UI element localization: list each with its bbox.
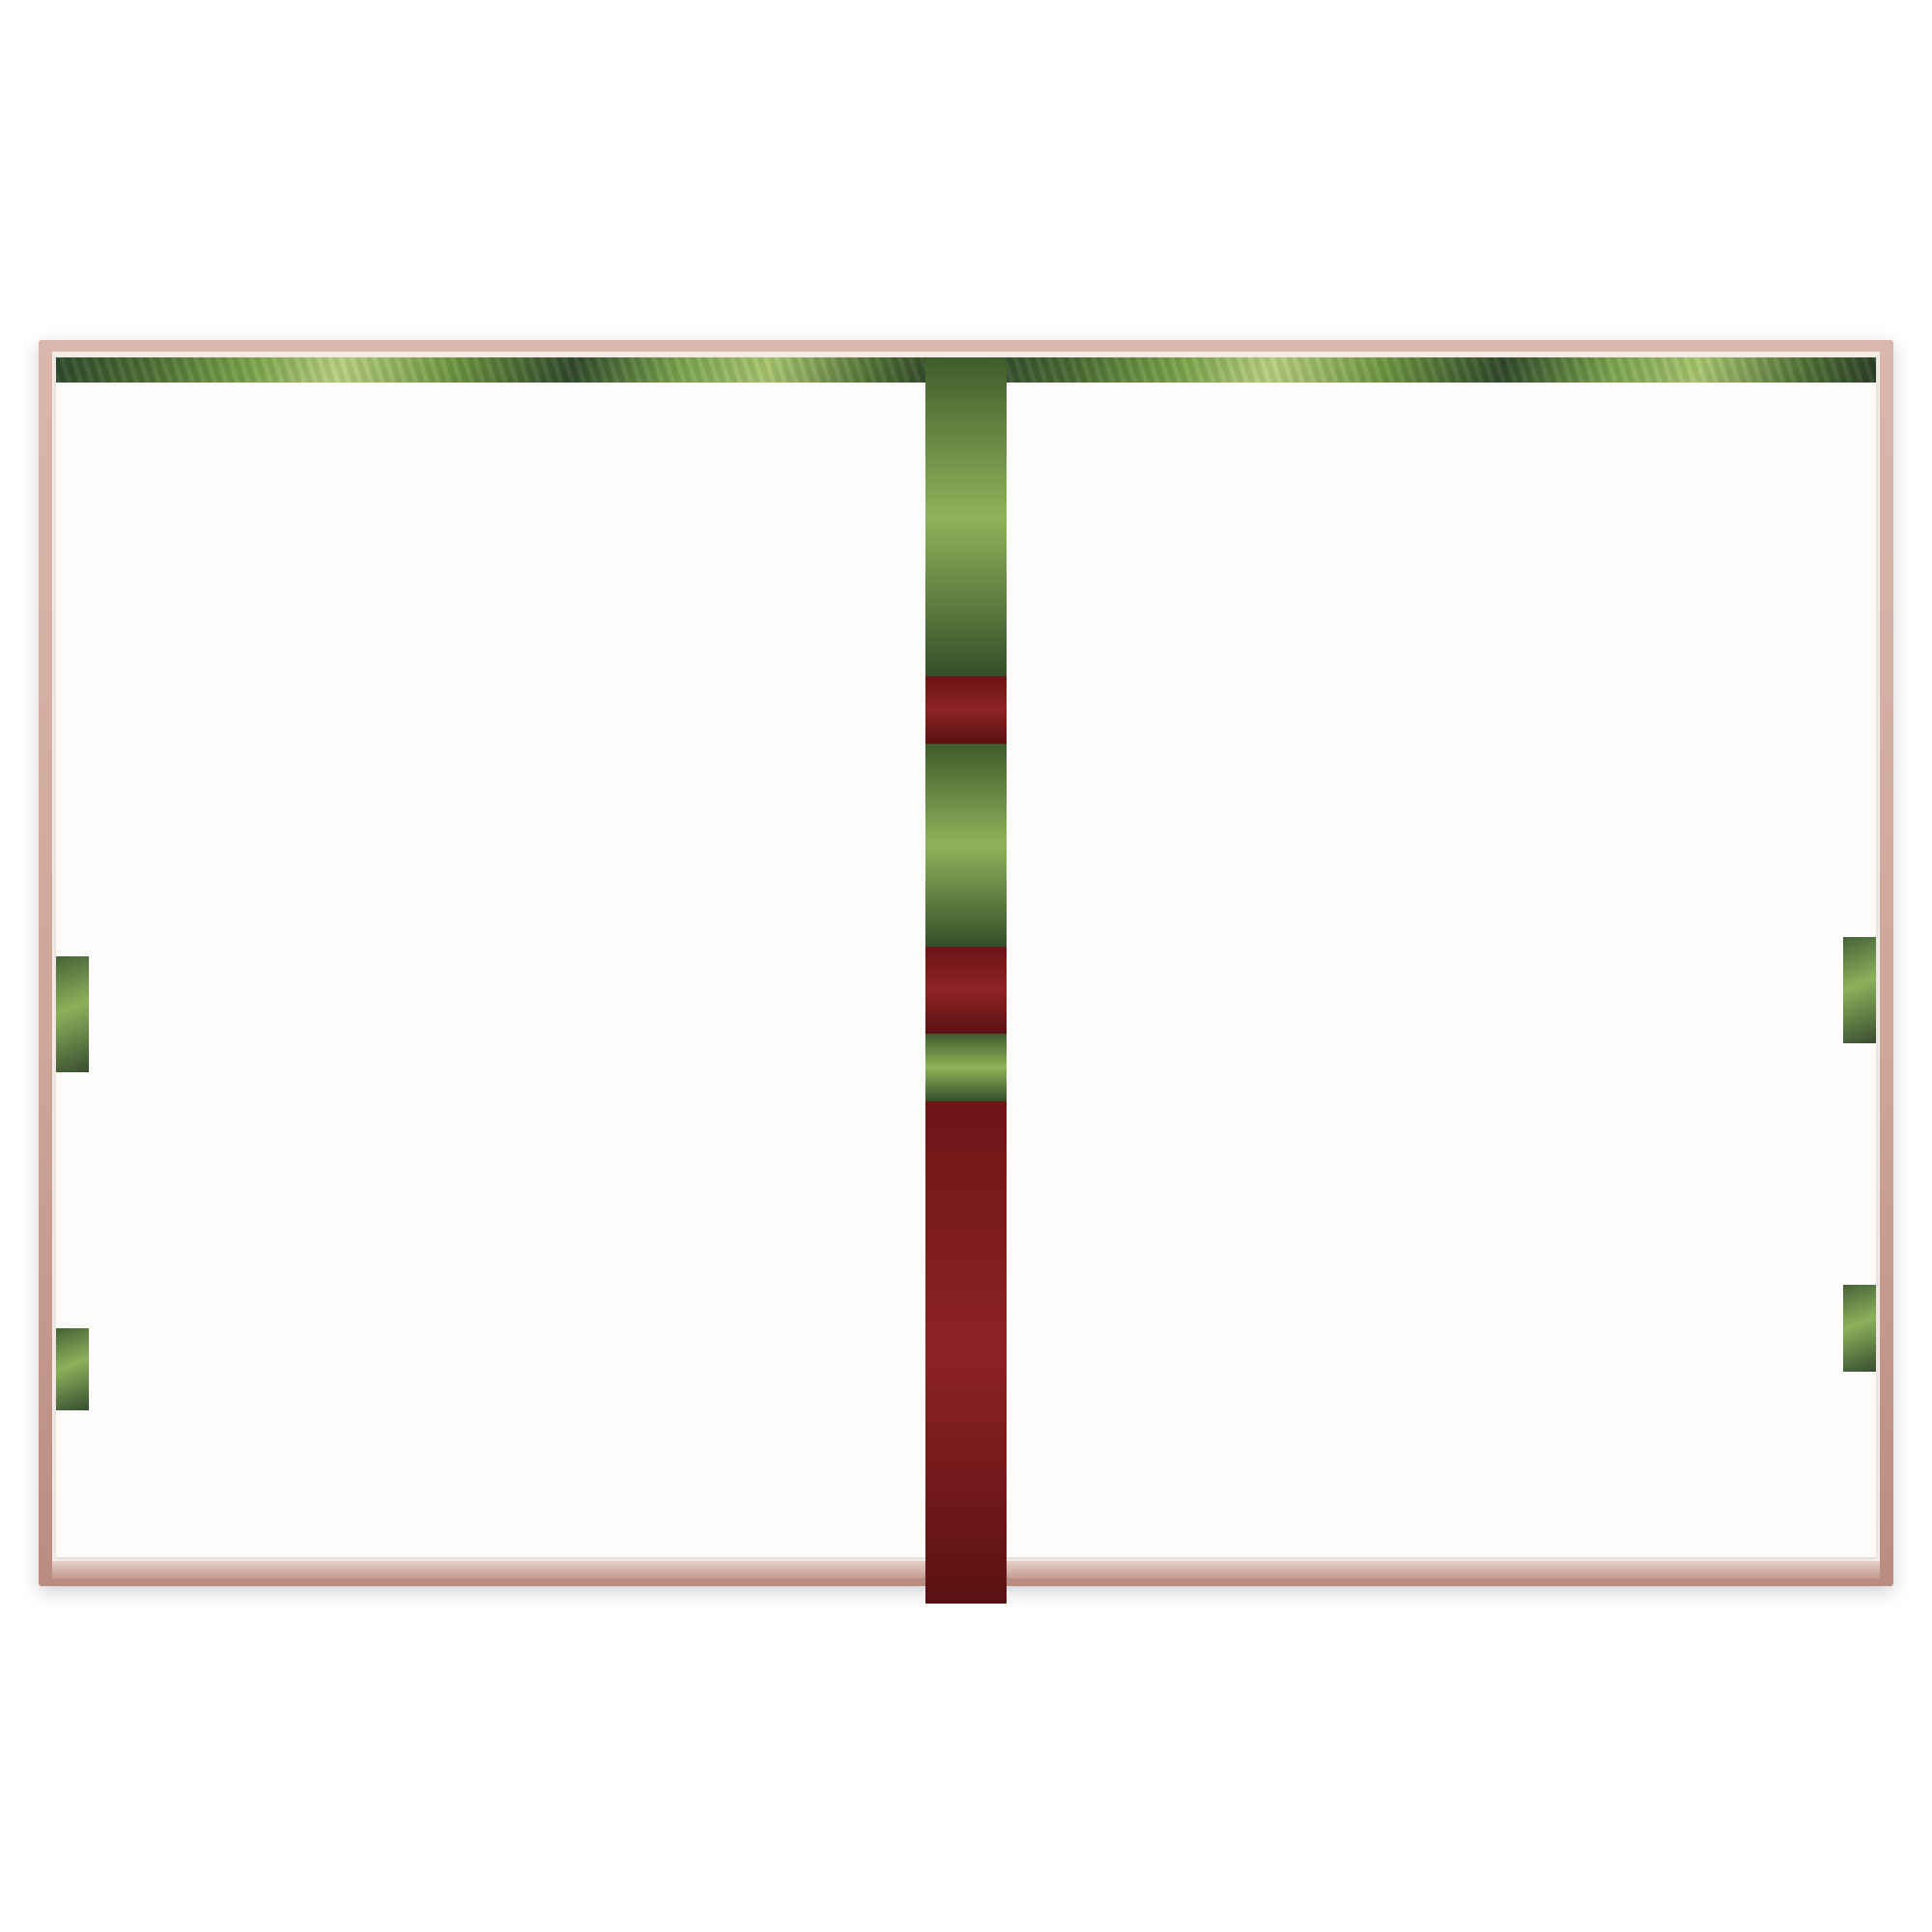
- spine-leaf-2: [925, 744, 1007, 947]
- right-page-content: [987, 383, 1876, 1557]
- spine-leaf-1: [925, 357, 1007, 676]
- spine-leaf-3: [925, 1034, 1007, 1101]
- spine-red-2: [925, 947, 1007, 1034]
- book-spine: [925, 357, 1007, 1557]
- right-page: [987, 357, 1876, 1557]
- spine-red-3: [925, 1101, 1007, 1604]
- leaf-photo-band-left: [56, 357, 945, 383]
- left-page-content: [56, 383, 945, 1557]
- spine-red-1: [925, 676, 1007, 744]
- left-page: [56, 357, 945, 1557]
- book-cover: [39, 340, 1893, 1586]
- leaf-photo-band-right: [987, 357, 1876, 383]
